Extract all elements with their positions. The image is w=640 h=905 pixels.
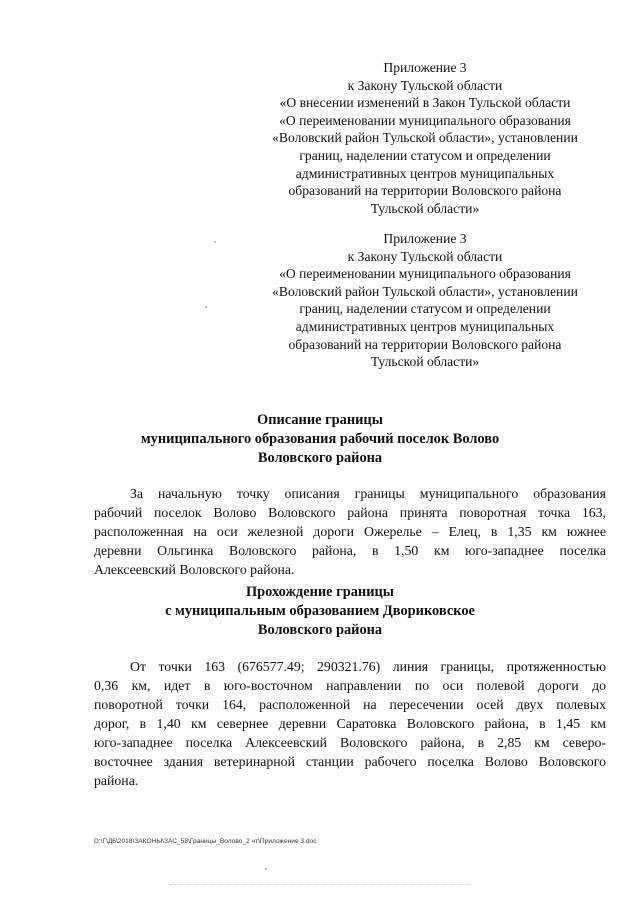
heading-line: Воловского района xyxy=(257,450,383,466)
appendix-line: административных центров муниципальных xyxy=(295,165,555,181)
appendix-header-original xyxy=(250,230,600,371)
appendix-line: Приложение 3 xyxy=(383,231,467,246)
appendix-line: «О переименовании муниципального образования xyxy=(279,266,571,282)
scan-artifact-line xyxy=(170,884,470,885)
paragraph-line: юго-западнее поселка Алексеевский Воловского района, в 2,85 км северо- xyxy=(94,735,606,750)
appendix-line: границ, наделении статусом и определении xyxy=(299,147,551,163)
appendix-line: «О переименовании муниципального образования xyxy=(279,112,571,128)
scan-speck xyxy=(205,306,207,308)
paragraph-line: За начальную точку описания границы муниципального образования xyxy=(130,486,606,501)
scan-speck xyxy=(265,868,267,870)
boundary-passage-paragraph xyxy=(94,657,606,790)
heading-line: Прохождение границы xyxy=(245,584,395,600)
paragraph-line: поворотной точки 164, расположенной на пересечении осей двух полевых xyxy=(94,697,606,712)
appendix-line: к Закону Тульской области xyxy=(347,248,503,264)
appendix-line: «О внесении изменений в Закон Тульской области xyxy=(279,95,571,111)
paragraph-line: восточнее здания ветеринарной станции рабочего поселка Волово Воловского xyxy=(94,754,606,769)
paragraph-line: Алексеевский Воловского района. xyxy=(94,562,295,577)
starting-point-paragraph xyxy=(94,484,606,579)
boundary-passage-title xyxy=(0,583,640,640)
appendix-line: образований на территории Воловского района xyxy=(288,336,562,352)
appendix-line: Тульской области» xyxy=(370,200,480,216)
heading-line: с муниципальным образованием Двориковское xyxy=(165,603,475,619)
appendix-line: административных центров муниципальных xyxy=(295,318,555,334)
paragraph-line: дорог, в 1,40 км севернее деревни Саратовка Воловского района, в 1,45 км xyxy=(94,716,606,731)
paragraph-line: 0,36 км, идет в юго-восточном направлении по оси полевой дороги до xyxy=(94,678,606,693)
heading-line: Описание границы xyxy=(257,412,383,428)
scan-speck xyxy=(214,241,216,243)
paragraph-line: рабочий поселок Волово Воловского района принята поворотная точка 163, xyxy=(94,505,606,520)
appendix-line: «Воловский район Тульской области», установлении xyxy=(272,283,578,299)
appendix-line: образований на территории Воловского района xyxy=(288,183,562,199)
appendix-header-amended xyxy=(250,59,600,217)
boundary-description-title xyxy=(0,411,640,468)
file-path-footer: D:\Г\Д6\2018\ЗАКОНЫ\ЗАС_58\Границы_Волово_2 чт\Приложение 3.doc xyxy=(94,838,317,845)
appendix-line: Тульской области» xyxy=(370,354,480,370)
paragraph-line: деревни Ольгинка Воловского района, в 1,50 км юго-западнее поселка xyxy=(94,543,606,558)
paragraph-line: района. xyxy=(94,773,139,788)
appendix-line: границ, наделении статусом и определении xyxy=(299,301,551,317)
appendix-line: «Воловский район Тульской области», установлении xyxy=(272,130,578,146)
appendix-line: Приложение 3 xyxy=(383,60,467,75)
paragraph-line: От точки 163 (676577.49; 290321.76) линия границы, протяженностью xyxy=(130,659,606,674)
appendix-line: к Закону Тульской области xyxy=(347,77,503,93)
paragraph-line: расположенная на оси железной дороги Ожерелье – Елец, в 1,35 км южнее xyxy=(94,524,606,539)
heading-line: Воловского района xyxy=(257,622,383,638)
heading-line: муниципального образования рабочий поселок Волово xyxy=(140,431,500,447)
